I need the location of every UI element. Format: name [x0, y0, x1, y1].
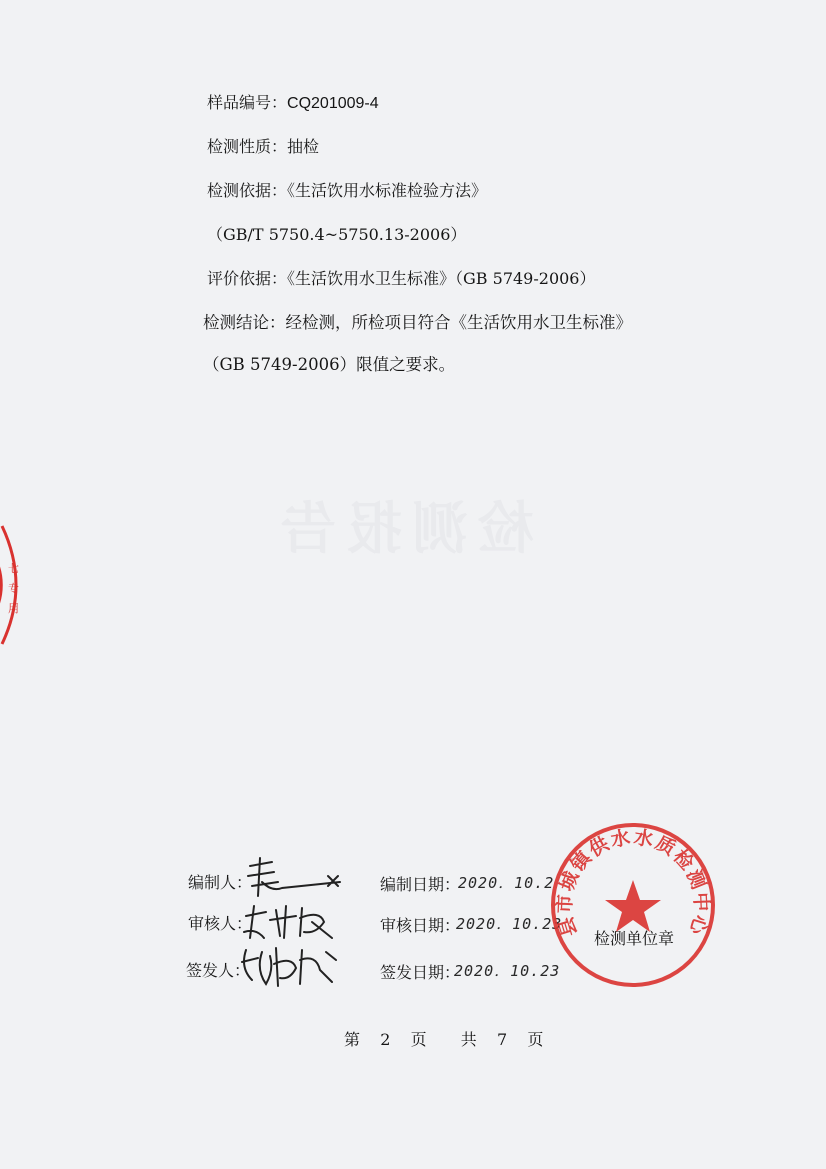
- test-nature-value: 抽检: [287, 137, 320, 156]
- reviewer-signature: [240, 898, 340, 944]
- page-unit: 页: [410, 1030, 427, 1049]
- conclusion-value: 经检测，所检项目符合《生活饮用水卫生标准》: [285, 313, 632, 332]
- compile-date-value: 2020．10.2: [458, 874, 555, 892]
- test-basis-row: [207, 178, 487, 201]
- test-basis-standard: （GB/T 5750.4~5750.13-2006）: [207, 225, 467, 244]
- test-basis-cont: [207, 222, 466, 245]
- evaluation-basis-value: 《生活饮用水卫生标准》（GB 5749-2006）: [287, 269, 596, 288]
- sample-number-label: 样品编号：: [207, 93, 288, 112]
- compiler-signature: [242, 852, 352, 902]
- issue-date-value: 2020．10.23: [454, 962, 561, 980]
- test-nature-label: 检测性质：: [207, 137, 288, 156]
- compiler-label: 编制人：: [188, 873, 253, 892]
- bleed-through-watermark: 检测报告: [270, 497, 534, 562]
- seal-label: 检测单位章: [594, 929, 675, 948]
- issue-date-label: 签发日期：: [380, 963, 461, 982]
- svg-text:专: 专: [8, 582, 19, 595]
- review-date-value: 2020．10.23: [456, 915, 563, 933]
- evaluation-basis-label: 评价依据：: [207, 269, 288, 288]
- svg-text:七: 七: [8, 562, 19, 575]
- issuer-label: 签发人：: [186, 961, 251, 980]
- total-label: 共: [460, 1030, 477, 1049]
- review-date-label: 审核日期：: [380, 916, 461, 935]
- total-number: 7: [496, 1030, 508, 1049]
- conclusion-label: 检测结论：: [203, 313, 286, 332]
- issuer-signature: [236, 940, 346, 992]
- organisation-seal: [548, 820, 718, 990]
- reviewer-label: 审核人：: [188, 914, 253, 933]
- page-indicator: [344, 1027, 543, 1050]
- conclusion-value-cont: （GB 5749-2006）限值之要求。: [203, 355, 456, 374]
- seal-star-icon: [605, 880, 661, 932]
- page-number: 2: [380, 1030, 391, 1049]
- evaluation-basis-row: [207, 266, 596, 289]
- total-unit: 页: [527, 1030, 544, 1049]
- seal-text: 县市城镇供水水质检测中心: [553, 826, 713, 939]
- test-basis-label: 检测依据：: [207, 181, 288, 200]
- svg-text:用: 用: [8, 602, 19, 615]
- sample-number-value: CQ201009-4: [287, 95, 379, 112]
- test-nature-row: [207, 134, 319, 157]
- conclusion-cont: [203, 351, 455, 375]
- page-label: 第: [344, 1030, 361, 1049]
- edge-seal-fragment: [0, 520, 30, 650]
- conclusion-row: [203, 309, 632, 333]
- compile-date-label: 编制日期：: [380, 875, 461, 894]
- test-basis-value: 《生活饮用水标准检验方法》: [287, 181, 488, 200]
- sample-number-row: [207, 90, 379, 113]
